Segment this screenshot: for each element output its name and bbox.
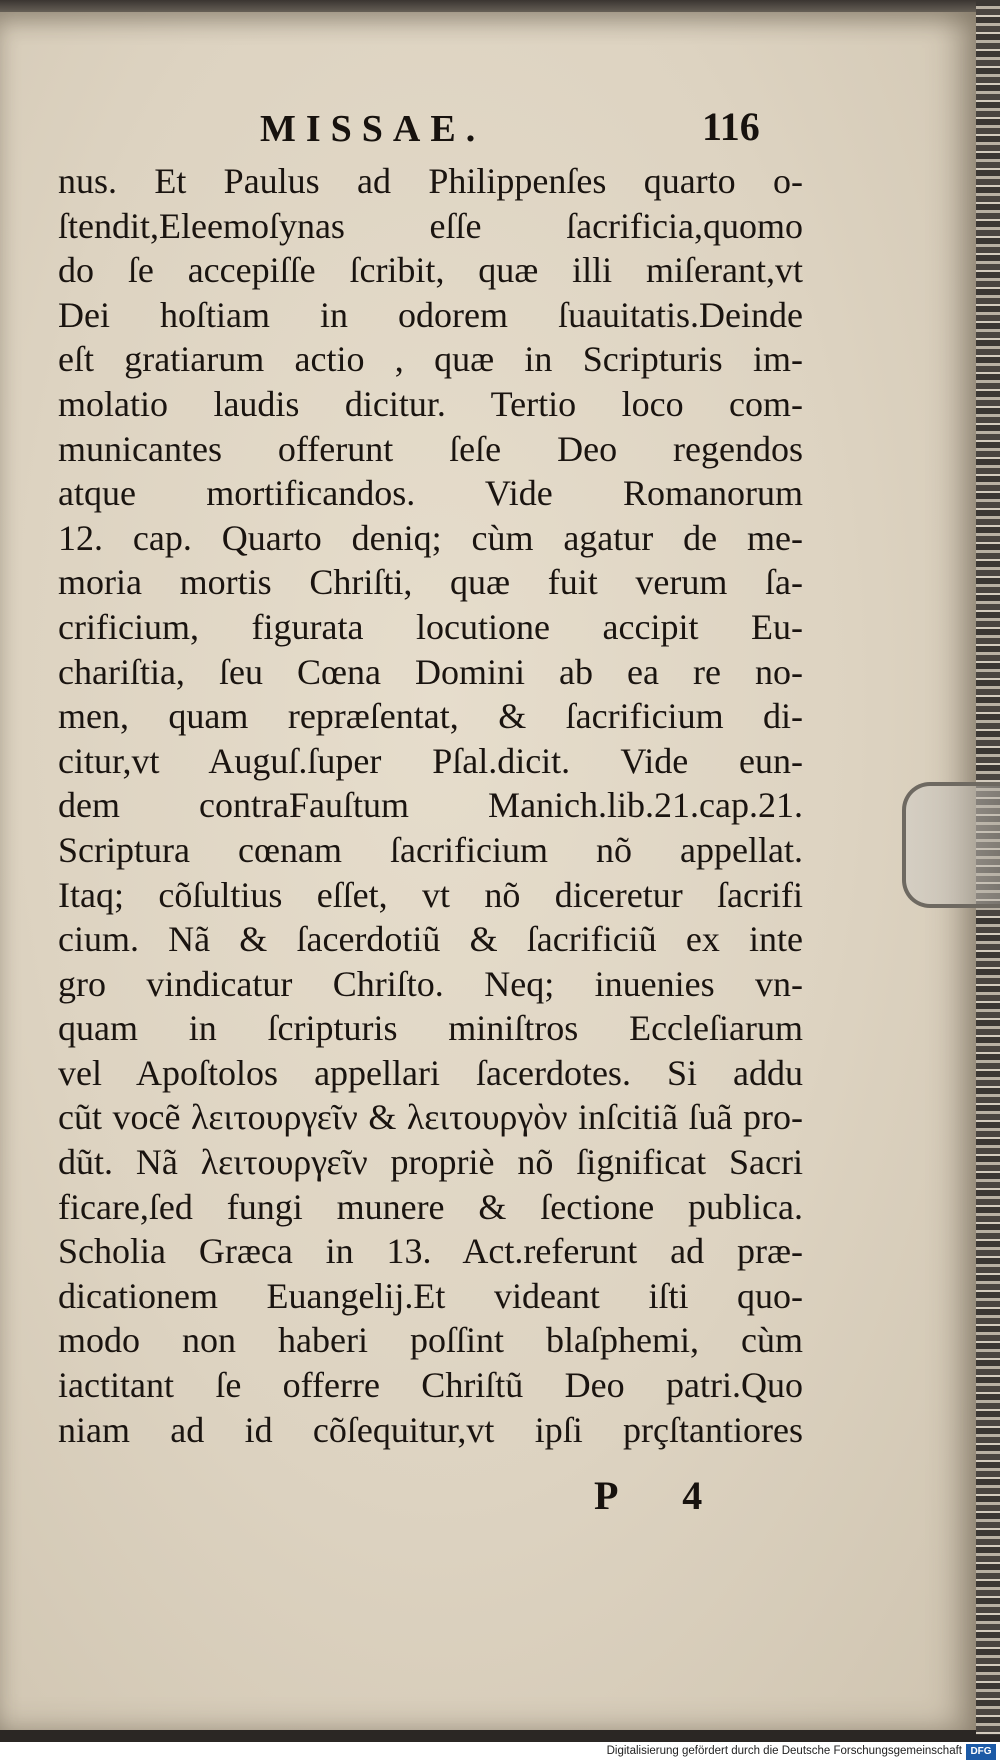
text-line: dũt. Nã λειτουργεῖν propriè nõ ſignificat Sacri xyxy=(58,1142,803,1183)
text-line: cũt vocẽ λειτουργεῖν & λειτουργὸν inſcitiã ſuã pro- xyxy=(58,1097,803,1138)
text-line: atque mortificandos. Vide Romanorum xyxy=(58,473,803,514)
page-header xyxy=(0,104,976,157)
text-line: dicationem Euangelij.Et videant iſti quo- xyxy=(58,1275,803,1316)
text-line: do ſe accepiſſe ſcribit, quæ illi miſerant,vt xyxy=(58,250,803,291)
text-line: municantes offerunt ſeſe Deo regendos xyxy=(58,428,803,469)
text-line: gro vindicatur Chriſto. Neq; inuenies vn- xyxy=(58,963,803,1004)
text-line: cium. Nã & ſacerdotiũ & ſacrificiũ ex inte xyxy=(58,919,803,960)
digitization-credit: Digitalisierung gefördert durch die Deutsche Forschungsgemeinschaft xyxy=(606,1745,962,1757)
text-line: molatio laudis dicitur. Tertio loco com- xyxy=(58,383,803,424)
text-line: quam in ſcripturis miniſtros Eccleſiarum xyxy=(58,1008,803,1049)
book-page xyxy=(0,12,979,1730)
page-clip xyxy=(902,782,1000,908)
text-line: moria mortis Chriſti, quæ fuit verum ſa- xyxy=(58,562,803,603)
text-line: ſtendit,Eleemoſynas eſſe ſacrificia,quomo xyxy=(58,205,803,246)
text-line: Scriptura cœnam ſacrificium nõ appellat. xyxy=(58,829,803,870)
footer-bar xyxy=(0,1742,1000,1763)
text-line: nus. Et Paulus ad Philippenſes quarto o- xyxy=(58,161,803,201)
text-line: Itaq; cõſultius eſſet, vt nõ diceretur ſacrifi xyxy=(58,874,803,915)
text-line: eſt gratiarum actio , quæ in Scripturis im- xyxy=(58,339,803,380)
signature-mark: P 4 xyxy=(594,1473,731,1518)
body-text xyxy=(58,159,803,1452)
page-number: 116 xyxy=(702,104,760,149)
text-line: 12. cap. Quarto deniq; cùm agatur de me- xyxy=(58,517,803,558)
text-line: chariſtia, ſeu Cœna Domini ab ea re no- xyxy=(58,651,803,692)
text-line: dem contraFauſtum Manich.lib.21.cap.21. xyxy=(58,785,803,826)
text-line: crificium, figurata locutione accipit Eu- xyxy=(58,606,803,647)
text-line: Scholia Græca in 13. Act.referunt ad præ- xyxy=(58,1231,803,1272)
text-line: modo non haberi poſſint blaſphemi, cùm xyxy=(58,1320,803,1361)
text-line: Dei hoſtiam in odorem ſuauitatis.Deinde xyxy=(58,294,803,335)
text-line: citur,vt Auguſ.ſuper Pſal.dicit. Vide eun- xyxy=(58,740,803,781)
text-line: niam ad id cõſequitur,vt ipſi prçſtantiores xyxy=(58,1409,803,1450)
text-line: ficare,ſed fungi munere & ſectione publica. xyxy=(58,1186,803,1227)
dfg-logo-icon: DFG xyxy=(966,1744,996,1760)
text-line: vel Apoſtolos appellari ſacerdotes. Si addu xyxy=(58,1052,803,1093)
text-line: iactitant ſe offerre Chriſtũ Deo patri.Quo xyxy=(58,1365,803,1406)
text-line: men, quam repræſentat, & ſacrificium di- xyxy=(58,696,803,737)
running-title: MISSAE. xyxy=(260,108,486,150)
